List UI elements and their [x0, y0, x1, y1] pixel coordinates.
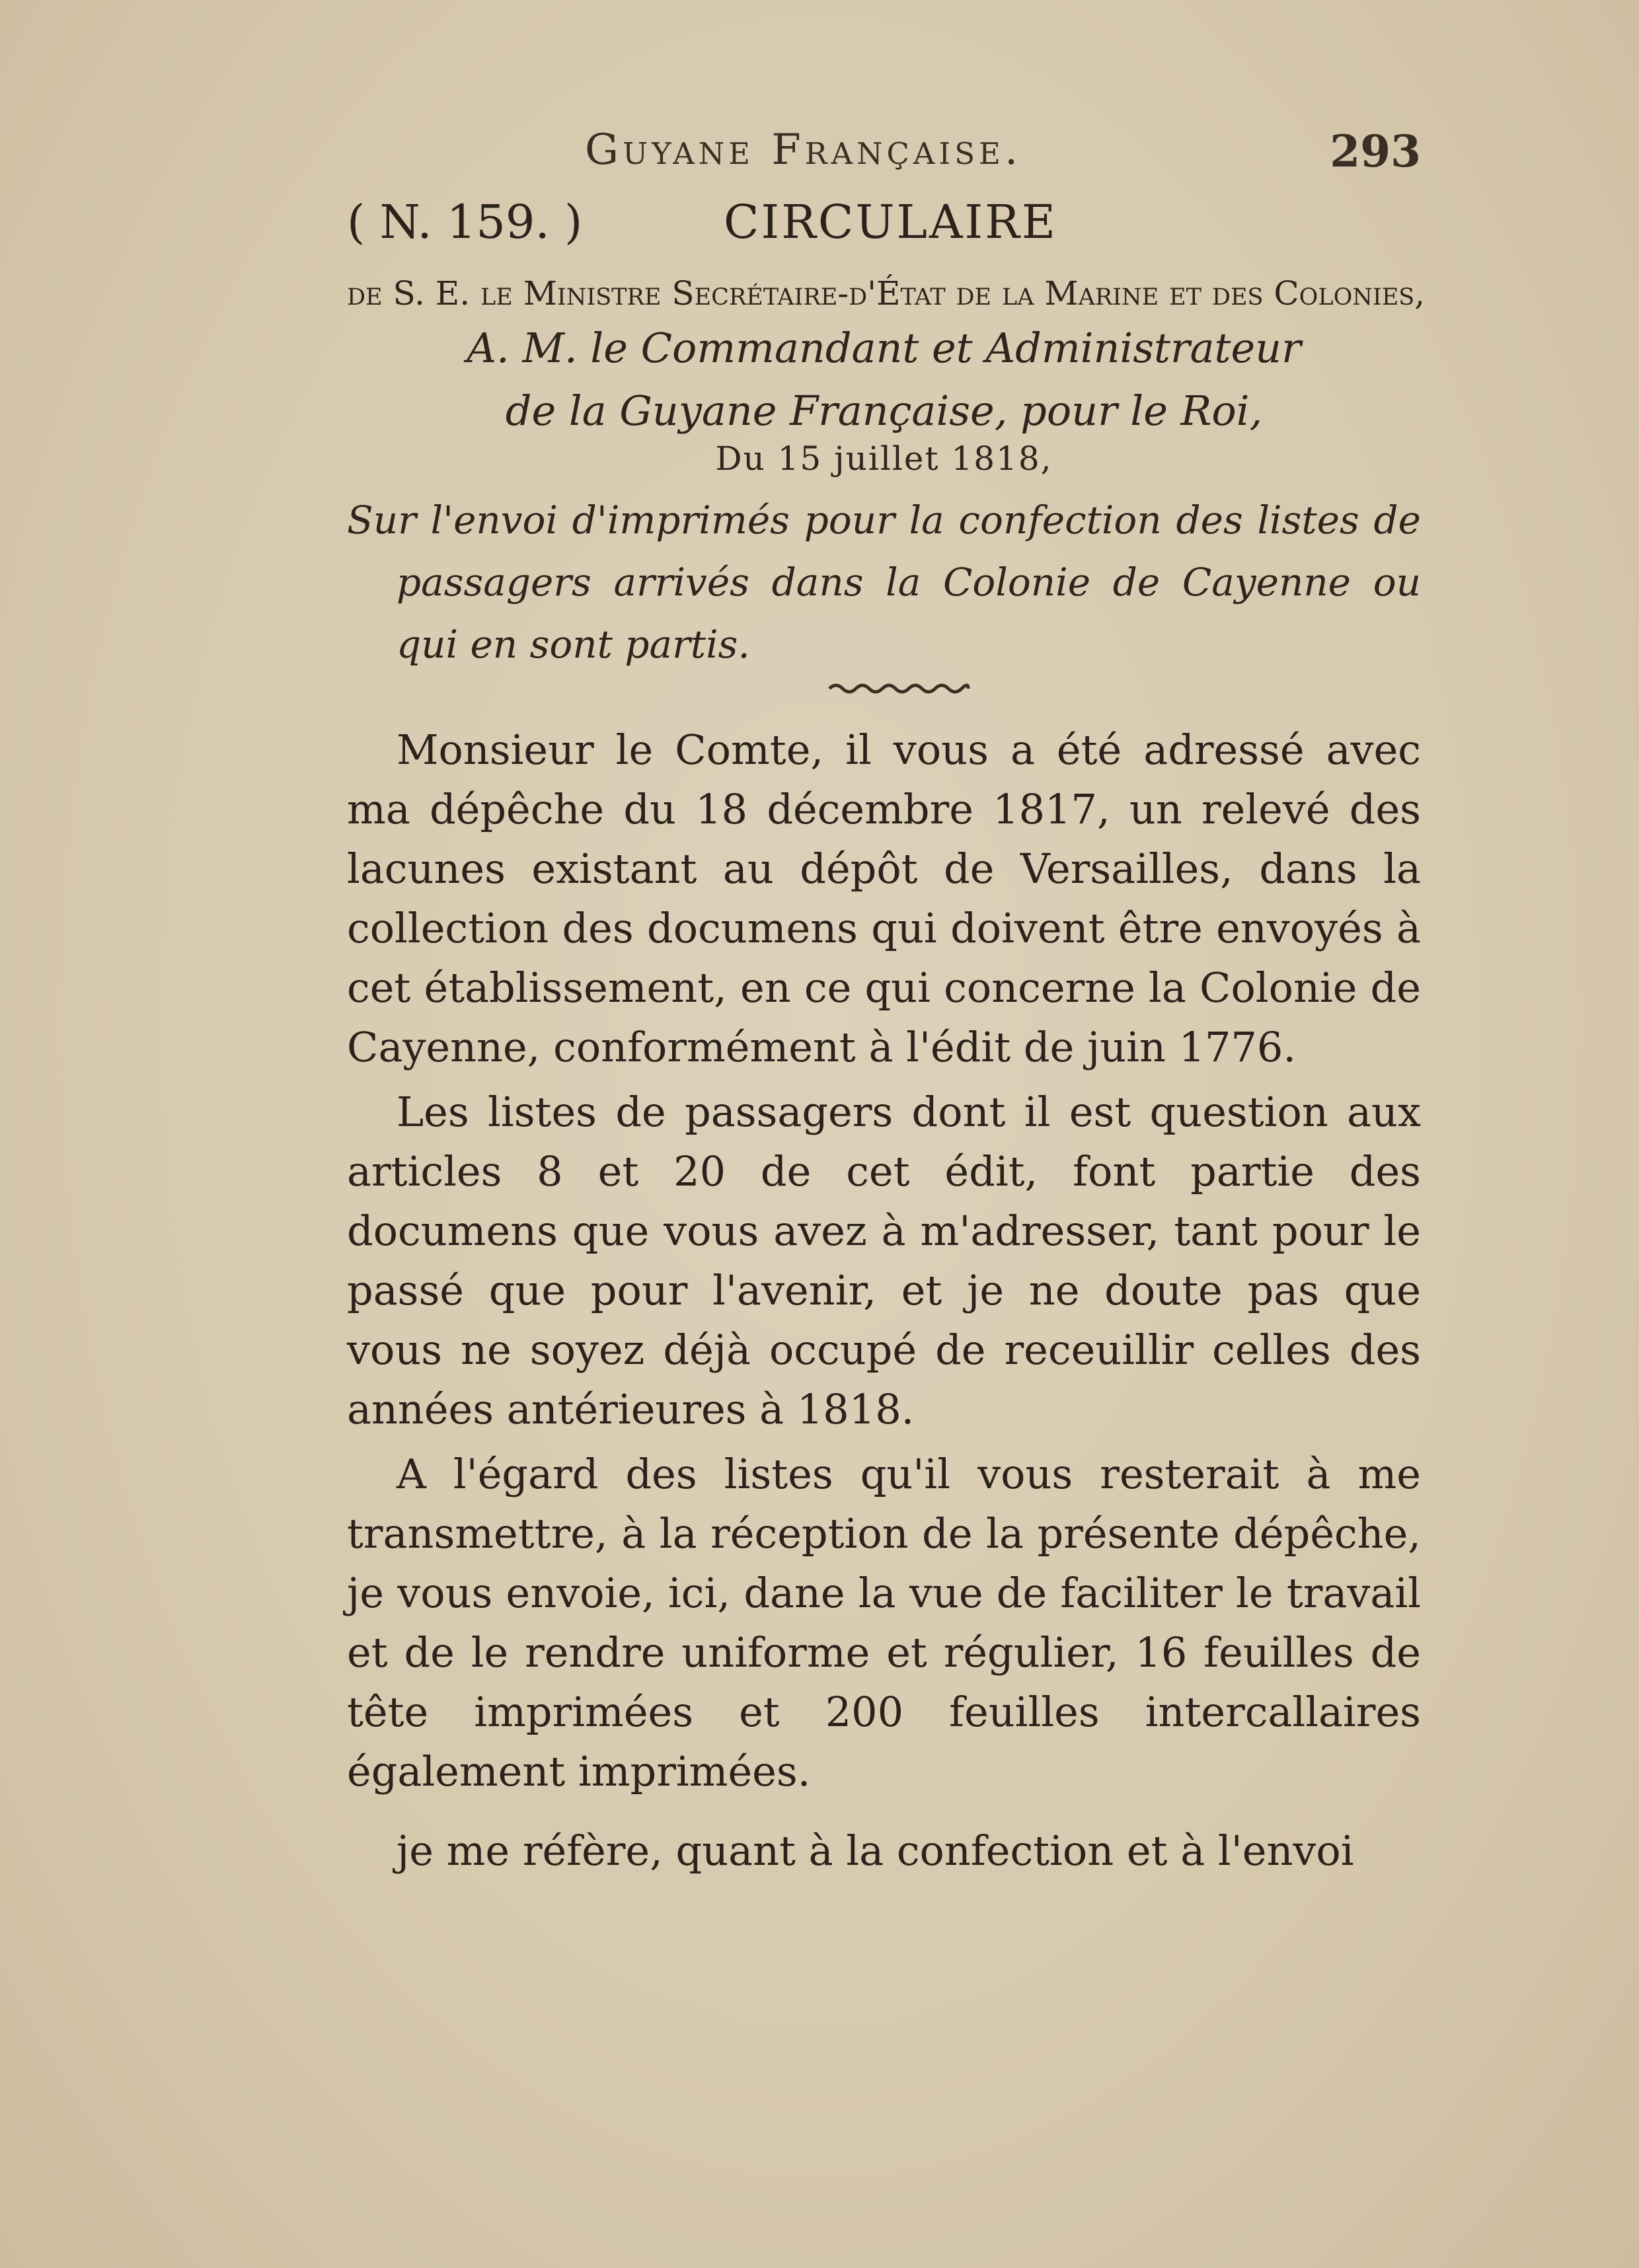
paragraph-1: Monsieur le Comte, il vous a été adressé avec ma dépêche du 18 décembre 1817, un relevé des lacunes existant au dépôt de Versailles, dans la collection des documens qui doivent être envoyés à cet établissement, en ce qui concerne la Colonie de Cayenne, conformément à l'édit de juin 1776.	[347, 726, 1421, 1071]
document-number: ( N. 159. )	[347, 195, 583, 249]
recipient-line-2: de la Guyane Française, pour le Roi,	[505, 387, 1263, 435]
date-line: Du 15 juillet 1818,	[715, 439, 1053, 478]
page-number: 293	[1330, 126, 1421, 177]
document-kind: CIRCULAIRE	[724, 195, 1057, 249]
ornament-rule	[826, 681, 972, 697]
paragraph-2: Les listes de passagers dont il est question aux articles 8 et 20 de cet édit, font partie des documens que vous avez à m'adresser, tant pour le passé que pour l'avenir, et je ne doute pas que vous ne soyez déjà occupé de receuillir celles des années antérieures à 1818.	[347, 1088, 1421, 1433]
recipient-line-1: A. M. le Commandant et Administrateur	[467, 324, 1301, 372]
running-title: Guyane Française.	[585, 126, 1022, 174]
paragraph-4: je me réfère, quant à la confection et à l'envoi	[397, 1827, 1354, 1875]
subject-text: Sur l'envoi d'imprimés pour la confection des listes de passagers arrivés dans la Colonie de Cayenne ou qui en sont partis.	[347, 498, 1421, 667]
running-head	[347, 126, 1421, 185]
body-text	[347, 720, 1421, 1886]
paragraph-3: A l'égard des listes qu'il vous resterait à me transmettre, à la réception de la présente dépêche, je vous envoie, ici, dane la vue de faciliter le travail et de le rendre uniforme et régulier, 16 feuilles de tête imprimées et 200 feuilles intercallaires également imprimées.	[347, 1450, 1421, 1796]
subject	[347, 489, 1421, 675]
document-heading	[347, 195, 1421, 261]
sender-line: de S. E. le Ministre Secrétaire-d'État de la Marine et des Colonies,	[347, 274, 1426, 313]
